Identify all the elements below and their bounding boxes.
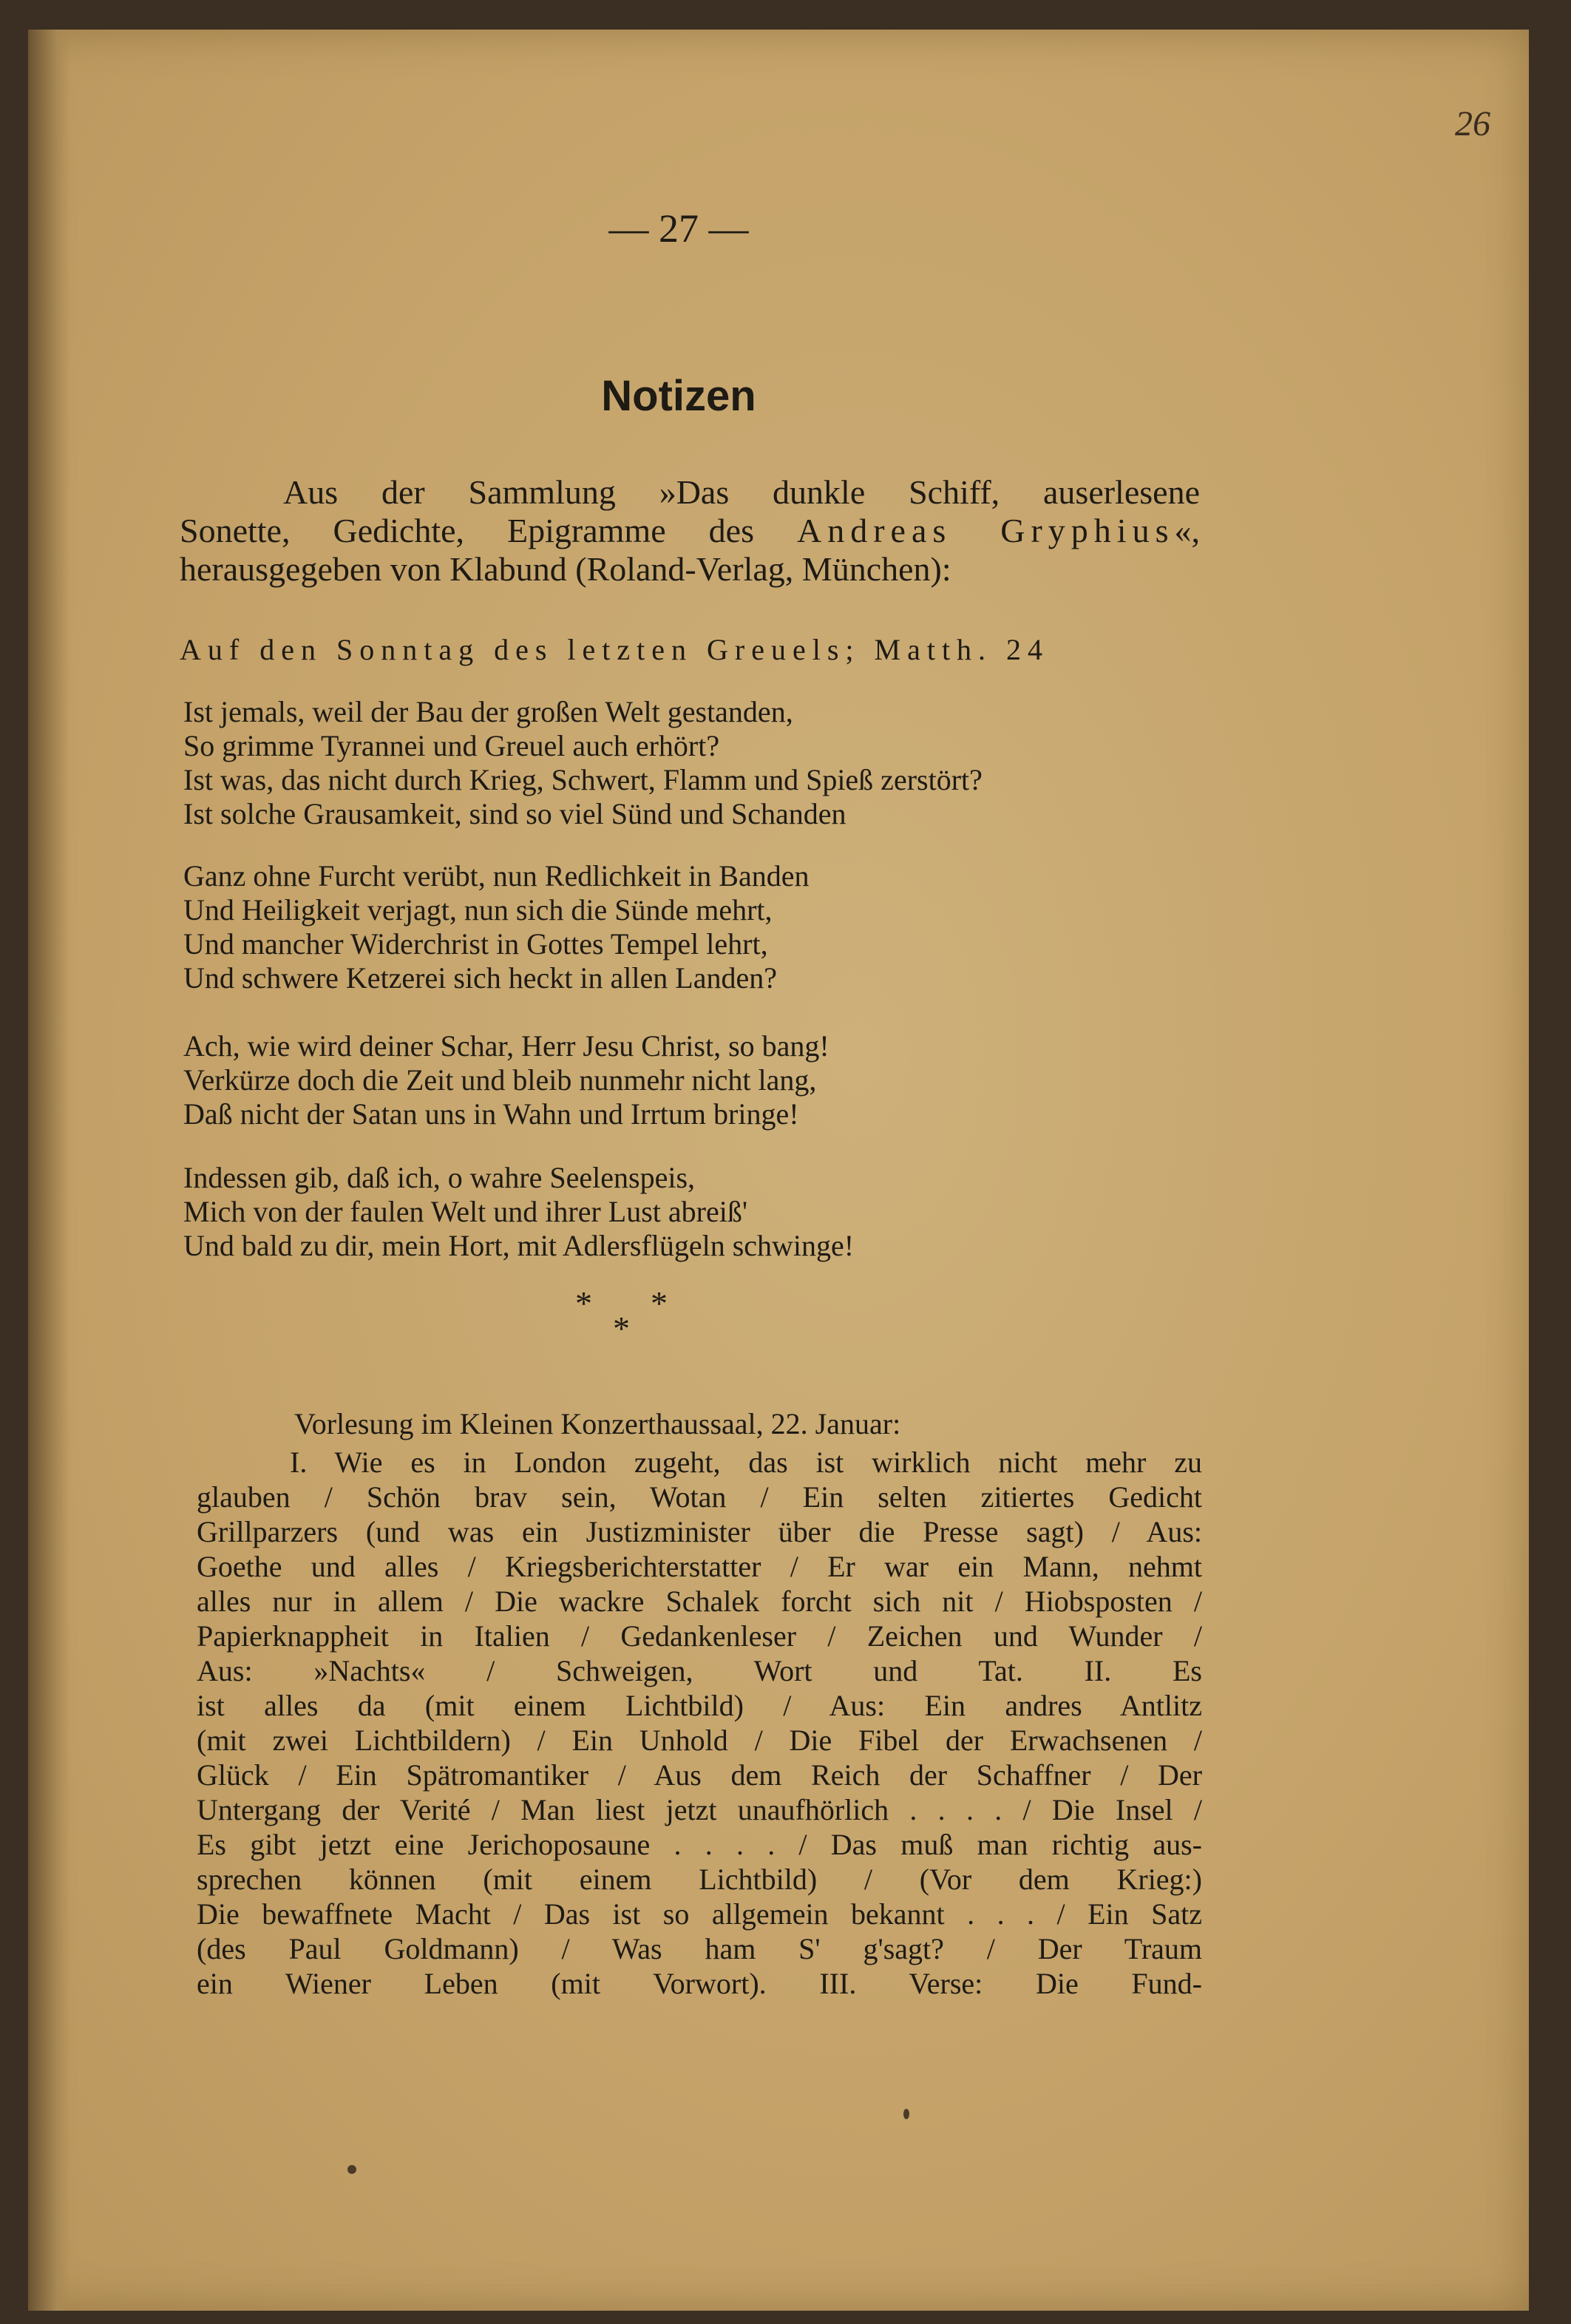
book-gutter-shadow <box>28 30 69 2311</box>
paper-speck <box>347 2165 356 2174</box>
paper-page <box>28 30 1529 2311</box>
poem-stanza <box>183 1029 1218 1131</box>
page-title: Notizen <box>601 372 756 420</box>
lecture-line: Goethe und alles / Kriegsberichterstatter / Er war ein Mann, nehmt <box>197 1550 1202 1583</box>
poem-line: Ist jemals, weil der Bau der großen Welt gestanden, <box>183 695 793 728</box>
poem-line: Verkürze doch die Zeit und bleib nunmehr nicht lang, <box>183 1063 817 1097</box>
separator-star: * <box>613 1310 630 1347</box>
poem-line: So grimme Tyrannei und Greuel auch erhört? <box>183 729 720 762</box>
poem-line: Ach, wie wird deiner Schar, Herr Jesu Christ, so bang! <box>183 1029 829 1063</box>
poem-line: Ist solche Grausamkeit, sind so viel Sünd und Schanden <box>183 797 846 830</box>
lecture-line: Papierknappheit in Italien / Gedankenleser / Zeichen und Wunder / <box>197 1619 1202 1653</box>
lecture-line: alles nur in allem / Die wackre Schalek forcht sich nit / Hiobsposten / <box>197 1585 1202 1618</box>
poem-line: Mich von der faulen Welt und ihrer Lust abreiß' <box>183 1195 748 1228</box>
lecture-line: sprechen können (mit einem Lichtbild) / (Vor dem Krieg:) <box>197 1863 1202 1896</box>
intro-line <box>180 512 1200 550</box>
separator-star: * <box>651 1284 668 1322</box>
poem-line: Und Heiligkeit verjagt, nun sich die Sünde mehrt, <box>183 893 773 926</box>
intro-line: herausgegeben von Klabund (Roland-Verlag, München): <box>180 550 951 588</box>
paper-speck <box>903 2109 909 2119</box>
lecture-line: glauben / Schön brav sein, Wotan / Ein selten zitiertes Gedicht <box>197 1480 1202 1514</box>
poem-stanza <box>183 1161 1218 1263</box>
lecture-program <box>197 1445 1202 2001</box>
intro-paragraph <box>180 473 1200 589</box>
lecture-line: Aus: »Nachts« / Schweigen, Wort und Tat. II. Es <box>197 1654 1202 1687</box>
handwritten-folio-number: 26 <box>1455 104 1490 143</box>
lecture-heading: Vorlesung im Kleinen Konzerthaussaal, 22. Januar: <box>294 1407 901 1440</box>
poem-line: Indessen gib, daß ich, o wahre Seelenspeis, <box>183 1161 696 1194</box>
intro-text: «, <box>1174 512 1200 549</box>
intro-text: Sonette, Gedichte, Epigramme des <box>180 512 797 549</box>
page-number: — 27 — <box>608 206 749 251</box>
lecture-line: I. Wie es in London zugeht, das ist wirklich nicht mehr zu <box>290 1446 1202 1479</box>
poem-stanza <box>183 859 1218 995</box>
intro-line: Aus der Sammlung »Das dunkle Schiff, auserlesene <box>283 473 1200 511</box>
poem-stanza <box>183 695 1218 831</box>
separator-star: * <box>575 1284 592 1322</box>
poem-title: Auf den Sonntag des letzten Greuels; Matth. 24 <box>180 633 1050 666</box>
lecture-line: ein Wiener Leben (mit Vorwort). III. Verse: Die Fund- <box>197 1967 1202 2000</box>
poem-line: Daß nicht der Satan uns in Wahn und Irrtum bringe! <box>183 1097 799 1131</box>
lecture-line: Untergang der Verité / Man liest jetzt unaufhörlich . . . . / Die Insel / <box>197 1793 1202 1826</box>
lecture-line: Es gibt jetzt eine Jerichoposaune . . . . / Das muß man richtig aus- <box>197 1828 1202 1861</box>
lecture-line: ist alles da (mit einem Lichtbild) / Aus: Ein andres Antlitz <box>197 1689 1202 1722</box>
lecture-line: Glück / Ein Spätromantiker / Aus dem Reich der Schaffner / Der <box>197 1758 1202 1792</box>
lecture-line: (des Paul Goldmann) / Was ham S' g'sagt? / Der Traum <box>197 1932 1202 1965</box>
poem-line: Und schwere Ketzerei sich heckt in allen Landen? <box>183 961 777 995</box>
lecture-line: (mit zwei Lichtbildern) / Ein Unhold / Die Fibel der Erwachsenen / <box>197 1724 1202 1757</box>
author-name: Andreas Gryphius <box>796 512 1175 549</box>
lecture-line: Grillparzers (und was ein Justizminister über die Presse sagt) / Aus: <box>197 1515 1202 1548</box>
lecture-line: Die bewaffnete Macht / Das ist so allgemein bekannt . . . / Ein Satz <box>197 1897 1202 1931</box>
poem-line: Und bald zu dir, mein Hort, mit Adlersflügeln schwinge! <box>183 1229 855 1262</box>
poem-line: Ganz ohne Furcht verübt, nun Redlichkeit in Banden <box>183 859 810 892</box>
asterism-separator <box>575 1284 767 1347</box>
poem-line: Ist was, das nicht durch Krieg, Schwert, Flamm und Spieß zerstört? <box>183 763 983 796</box>
poem-line: Und mancher Widerchrist in Gottes Tempel lehrt, <box>183 927 768 961</box>
